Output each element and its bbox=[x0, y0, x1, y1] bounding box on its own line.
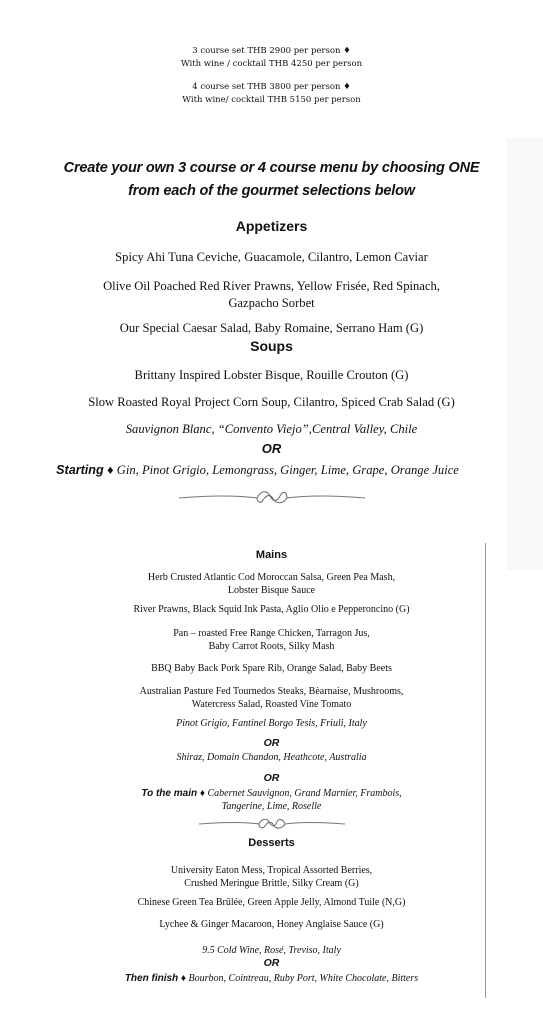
dessert-item: Chinese Green Tea Brûlée, Green Apple Jelly, Almond Tuile (N,G) bbox=[137, 897, 406, 908]
soup-item: Brittany Inspired Lobster Bisque, Rouille Crouton (G) bbox=[134, 368, 409, 382]
main-wine-pairing-2: Shiraz, Domain Chandon, Heathcote, Australia bbox=[176, 752, 367, 763]
main-item-cont: Watercress Salad, Roasted Vine Tomato bbox=[191, 699, 352, 710]
dessert-item: University Eaton Mess, Tropical Assorted Berries, bbox=[170, 865, 373, 876]
starting-cocktail: Starting ♦ Gin, Pinot Grigio, Lemongrass, Ginger, Lime, Grape, Orange Juice bbox=[56, 463, 459, 477]
price-3-course-wine: With wine / cocktail THB 4250 per person bbox=[180, 59, 363, 69]
appetizer-item: Olive Oil Poached Red River Prawns, Yellow Frisée, Red Spinach, bbox=[103, 279, 440, 293]
or-label: OR bbox=[263, 957, 280, 969]
desserts-heading: Desserts bbox=[248, 837, 295, 849]
price-3-course: 3 course set THB 2900 per person ♦ bbox=[192, 46, 351, 56]
or-label: OR bbox=[263, 772, 280, 784]
main-wine-pairing-1: Pinot Grigio, Fantinel Borgo Tesis, Friuli, Italy bbox=[176, 718, 367, 729]
main-item-cont: Lobster Bisque Sauce bbox=[227, 585, 316, 596]
main-item: BBQ Baby Back Pork Spare Rib, Orange Salad, Baby Beets bbox=[151, 663, 392, 674]
price-4-course-wine: With wine/ cocktail THB 5150 per person bbox=[182, 95, 361, 105]
soups-heading: Soups bbox=[250, 338, 293, 354]
appetizer-item: Our Special Caesar Salad, Baby Romaine, Serrano Ham (G) bbox=[119, 321, 424, 335]
main-item: River Prawns, Black Squid Ink Pasta, Aglio Olio e Pepperoncino (G) bbox=[133, 604, 410, 615]
intro-line-2: from each of the gourmet selections below bbox=[128, 183, 415, 199]
soup-wine-pairing: Sauvignon Blanc, “Convento Viejo”,Central Valley, Chile bbox=[125, 422, 418, 436]
main-cocktail-cont: Tangerine, Lime, Roselle bbox=[221, 801, 322, 812]
appetizers-heading: Appetizers bbox=[235, 218, 308, 234]
appetizer-item-cont: Gazpacho Sorbet bbox=[228, 296, 315, 310]
dessert-wine-pairing: 9.5 Cold Wine, Rosé, Treviso, Italy bbox=[202, 945, 341, 956]
mains-heading: Mains bbox=[255, 549, 288, 561]
flourish-divider-icon bbox=[0, 816, 543, 832]
flourish-divider-icon bbox=[0, 488, 543, 508]
dessert-item: Lychee & Ginger Macaroon, Honey Anglaise Sauce (G) bbox=[159, 919, 384, 930]
main-item: Australian Pasture Fed Tournedos Steaks, Bèarnaise, Mushrooms, bbox=[139, 686, 404, 697]
main-item-cont: Baby Carrot Roots, Silky Mash bbox=[208, 641, 335, 652]
appetizer-item: Spicy Ahi Tuna Ceviche, Guacamole, Cilantro, Lemon Caviar bbox=[115, 250, 428, 264]
main-item: Herb Crusted Atlantic Cod Moroccan Salsa, Green Pea Mash, bbox=[147, 572, 396, 583]
or-label: OR bbox=[263, 737, 280, 749]
main-item: Pan – roasted Free Range Chicken, Tarragon Jus, bbox=[173, 628, 370, 639]
dessert-item-cont: Crushed Meringue Brittle, Silky Cream (G) bbox=[184, 878, 359, 889]
or-label: OR bbox=[261, 441, 282, 456]
price-4-course: 4 course set THB 3800 per person ♦ bbox=[192, 82, 351, 92]
intro-line-1: Create your own 3 course or 4 course menu by choosing ONE bbox=[63, 160, 480, 176]
soup-item: Slow Roasted Royal Project Corn Soup, Cilantro, Spiced Crab Salad (G) bbox=[88, 395, 455, 409]
dessert-cocktail: Then finish ♦ Bourbon, Cointreau, Ruby Port, White Chocolate, Bitters bbox=[124, 973, 419, 984]
main-cocktail: To the main ♦ Cabernet Sauvignon, Grand Marnier, Frambois, bbox=[141, 788, 402, 799]
